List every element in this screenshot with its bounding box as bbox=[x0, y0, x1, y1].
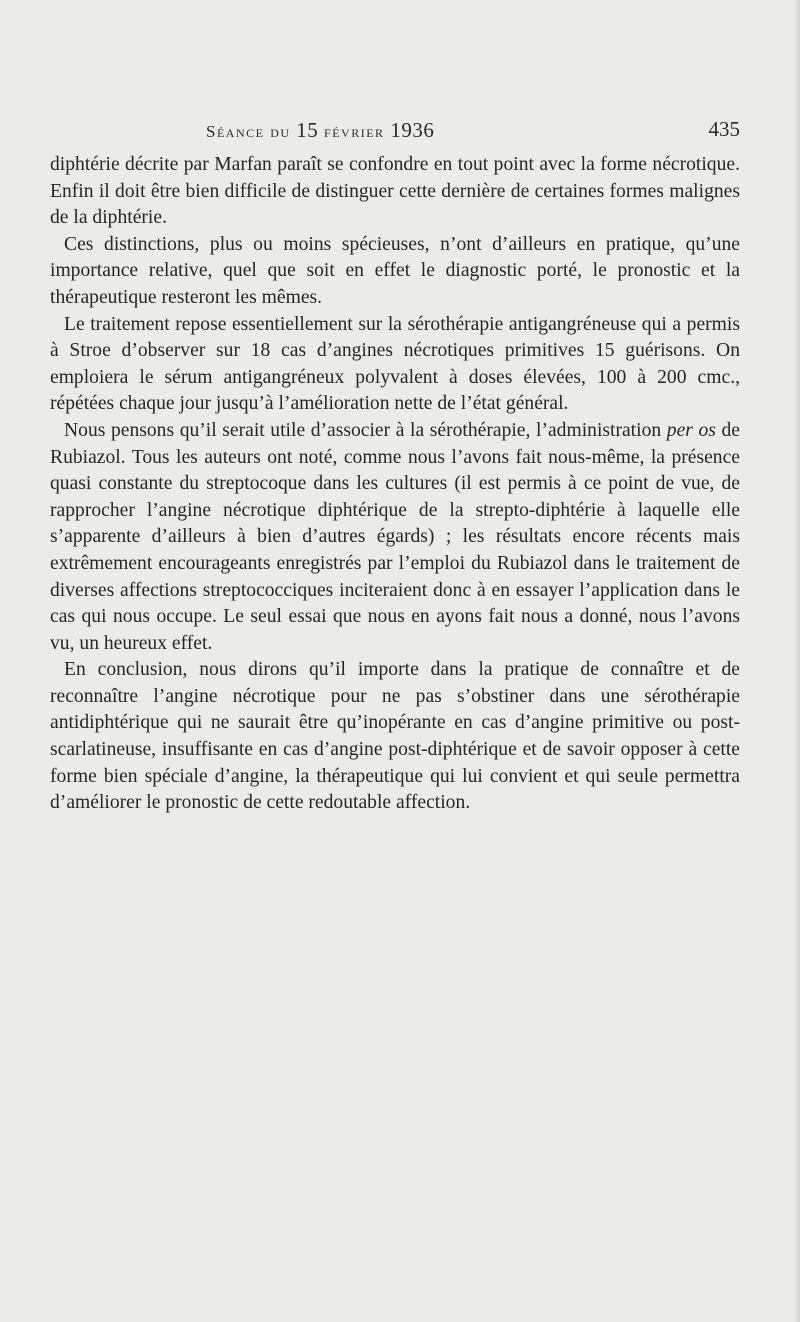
paragraph-rubiazol bbox=[50, 418, 740, 657]
page-edge-shadow bbox=[794, 0, 800, 1322]
running-head bbox=[206, 118, 434, 143]
running-head-day: 15 bbox=[296, 118, 319, 142]
paragraph-treatment: Le traitement repose essentiellement sur la sérothérapie antigangréneuse qui a permis à Stroe d’observer sur 18 cas d’angines nécrotiques primitives 15 guérisons. On emploiera le sérum antigangréneux polyvalent à doses élevées, 100 à 200 cmc., répétées chaque jour jusqu’à l’amélioration nette de l’état général. bbox=[50, 313, 740, 415]
rubiazol-text-start: Nous pensons qu’il serait utile d’associer à la sérothérapie, l’administration bbox=[64, 419, 667, 441]
running-head-month: février bbox=[318, 122, 391, 141]
page-header bbox=[50, 118, 740, 148]
per-os-italic: per os bbox=[666, 419, 716, 441]
running-head-prefix: Séance du bbox=[206, 122, 297, 141]
paragraph-continuation: diphtérie décrite par Marfan paraît se confondre en tout point avec la forme nécrotique. Enfin il doit être bien difficile de distinguer cette dernière de certaines formes malignes de la diphtérie. bbox=[50, 154, 740, 229]
paragraph-conclusion: En conclusion, nous dirons qu’il importe dans la pratique de connaître et de reconnaître l’angine nécrotique pour ne pas s’obstiner dans une sérothérapie antidiphtérique qui ne saurait être qu’inopérante en cas d’angine primitive ou post-scarlatineuse, insuffisante en cas d’angine post-diphtérique et de savoir opposer à cette forme bien spéciale d’angine, la thérapeutique qui lui convient et qui seule permettra d’améliorer le pronostic de cette redoutable affection. bbox=[50, 659, 740, 814]
body-text bbox=[50, 152, 740, 817]
running-head-year: 1936 bbox=[390, 118, 435, 142]
rubiazol-text-end: de Rubiazol. Tous les auteurs ont noté, comme nous l’avons fait nous-même, la présence quasi constante du streptocoque dans les cultures (il est permis à ce point de vue, de rapprocher l’angine nécrotique diphtérique de la strepto-diphtérie à laquelle elle s’apparente d’ailleurs à bien d’autres égards) ; les résultats encore récents mais extrêmement encourageants enregistrés par l’emploi du Rubiazol dans le traitement de diverses affections streptococciques inciteraient donc à en essayer l’application dans le cas qui nous occupe. Le seul essai que nous en ayons fait nous a donné, nous l’avons vu, un heureux effet. bbox=[50, 419, 740, 654]
page-number: 435 bbox=[708, 117, 740, 141]
paragraph-distinctions: Ces distinctions, plus ou moins spécieuses, n’ont d’ailleurs en pratique, qu’une importance relative, quel que soit en effet le diagnostic porté, le pronostic et la thérapeutique resteront les mêmes. bbox=[50, 233, 740, 308]
